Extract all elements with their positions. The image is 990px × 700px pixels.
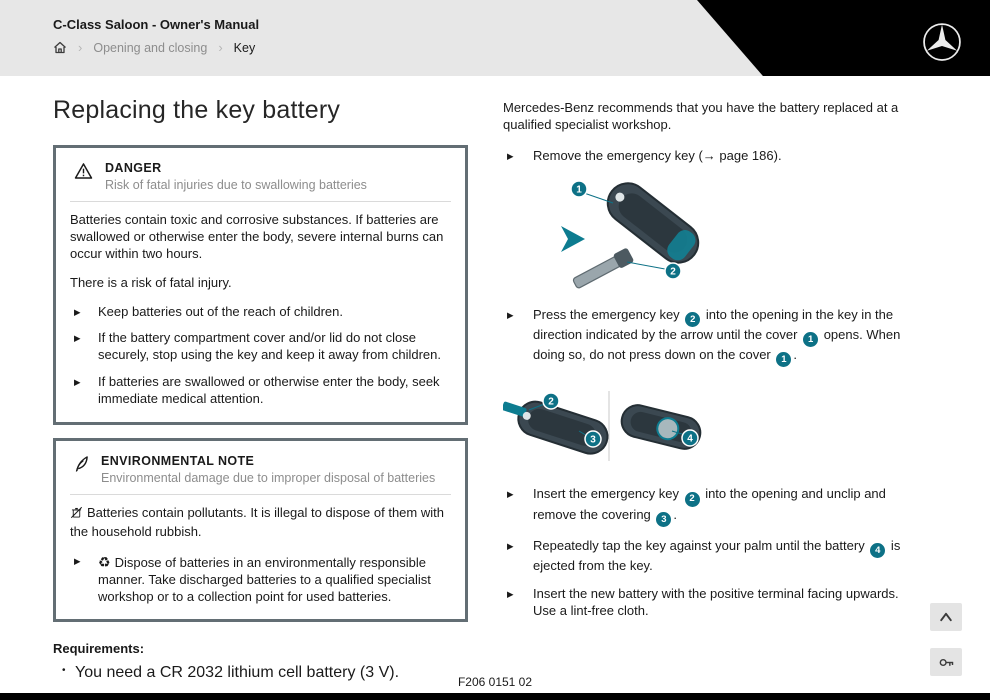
bullet-arrow-icon: ▶ xyxy=(507,309,514,320)
danger-paragraph: There is a risk of fatal injury. xyxy=(70,274,232,290)
step-number-badge: 3 xyxy=(656,512,671,527)
danger-bullet xyxy=(70,304,451,321)
danger-paragraph: Batteries contain toxic and corrosive substances. If batteries are swallowed or otherwise enter the body, severe internal burns can occur within two hours. xyxy=(70,212,444,261)
bullet-arrow-icon: ▶ xyxy=(74,555,81,566)
step-text: Remove the emergency key (→ page 186). xyxy=(533,147,782,163)
environmental-note-text xyxy=(70,505,451,541)
right-column xyxy=(503,100,921,631)
breadcrumb-item-opening-and-closing[interactable]: Opening and closing xyxy=(93,40,208,55)
danger-label: DANGER xyxy=(105,161,162,175)
step-text: Insert the new battery with the positive terminal facing upwards. Use a lint-free cloth. xyxy=(533,586,899,618)
environmental-bullet-text: ♻ Dispose of batteries in an environmentally responsible manner. Take discharged batteries to a qualified specialist workshop or to a collection point for used batteries. xyxy=(98,553,431,604)
recycle-icon: ♻ xyxy=(98,553,111,570)
danger-bullet xyxy=(70,330,451,364)
step-text: Insert the emergency key 2 into the opening and unclip and remove the covering 3 . xyxy=(533,486,921,527)
danger-bullet-text: Keep batteries out of the reach of children. xyxy=(98,303,343,319)
bullet-arrow-icon: ▶ xyxy=(507,150,514,161)
instruction-step xyxy=(503,307,921,368)
leaf-icon xyxy=(74,454,89,485)
mercedes-star-icon xyxy=(921,21,963,63)
instruction-step xyxy=(503,148,921,165)
key-illustration-2 xyxy=(503,385,921,472)
bullet-arrow-icon: ▶ xyxy=(74,333,81,344)
step-number-badge: 2 xyxy=(685,492,700,507)
breadcrumb-item-key[interactable]: Key xyxy=(233,40,256,55)
bottom-accent-bar xyxy=(0,693,990,700)
environmental-box-header xyxy=(70,452,451,495)
bullet-arrow-icon: ▶ xyxy=(507,489,514,500)
header-bar xyxy=(0,0,990,76)
step-number-badge: 1 xyxy=(776,352,791,367)
callout-badge xyxy=(682,430,698,446)
scroll-up-button[interactable] xyxy=(930,603,962,631)
bullet-arrow-icon: ▶ xyxy=(507,589,514,600)
callout-badge xyxy=(571,181,587,197)
instruction-step xyxy=(503,586,921,620)
step-number-badge: 4 xyxy=(870,543,885,558)
breadcrumb-chevron-icon: › xyxy=(78,40,83,55)
left-column xyxy=(53,96,468,682)
environmental-bullet xyxy=(70,553,451,606)
manual-title: C-Class Saloon - Owner's Manual xyxy=(53,17,260,32)
danger-note-box xyxy=(53,145,468,425)
intro-text: Mercedes-Benz recommends that you have the battery replaced at a qualified specialist workshop. xyxy=(503,100,899,132)
svg-text:4: 4 xyxy=(687,433,693,445)
danger-bullet xyxy=(70,374,451,408)
danger-bullet-text: If the battery compartment cover and/or lid do not close securely, stop using the key and keep it away from children. xyxy=(98,330,441,363)
bullet-dot-icon: • xyxy=(62,665,66,677)
bullet-arrow-icon: ▶ xyxy=(507,540,514,551)
step-number-badge: 1 xyxy=(803,332,818,347)
danger-subtitle: Risk of fatal injuries due to swallowing batteries xyxy=(105,178,367,192)
key-illustration-1 xyxy=(553,176,921,299)
step-text: Repeatedly tap the key against your palm until the battery 4 is ejected from the key. xyxy=(533,537,901,574)
environmental-subtitle: Environmental damage due to improper disposal of batteries xyxy=(101,471,436,486)
chevron-up-icon xyxy=(938,610,954,624)
bullet-arrow-icon: ▶ xyxy=(74,306,81,317)
instruction-step xyxy=(503,538,921,575)
figure-code: F206 0151 02 xyxy=(457,675,533,689)
svg-text:2: 2 xyxy=(670,266,676,278)
environmental-note-body: Batteries contain pollutants. It is illegal to dispose of them with the household rubbish. xyxy=(70,505,444,539)
environmental-label: ENVIRONMENTAL NOTE xyxy=(101,454,255,469)
callout-badge xyxy=(665,263,681,279)
step-number-badge: 2 xyxy=(685,312,700,327)
key-tool-button[interactable] xyxy=(930,648,962,676)
breadcrumb-chevron-icon: › xyxy=(218,40,223,55)
svg-text:1: 1 xyxy=(576,184,582,196)
environmental-note-box xyxy=(53,438,468,622)
svg-text:3: 3 xyxy=(590,434,596,446)
requirements-bullet-text: You need a CR 2032 lithium cell battery (3 V). xyxy=(75,664,400,682)
bullet-arrow-icon: ▶ xyxy=(74,377,81,388)
warning-triangle-icon xyxy=(74,161,93,192)
svg-text:2: 2 xyxy=(548,396,554,408)
step-text: Press the emergency key 2 into the opening in the key in the direction indicated by the arrow until the cover 1 opens. When doing so, do not press down on the cover 1 . xyxy=(533,307,921,368)
page-title: Replacing the key battery xyxy=(53,96,341,124)
key-icon xyxy=(938,655,955,670)
breadcrumb xyxy=(53,40,255,55)
requirements-heading: Requirements: xyxy=(53,641,145,657)
danger-box-header xyxy=(70,159,451,202)
callout-badge xyxy=(543,393,559,409)
danger-bullet-text: If batteries are swallowed or otherwise enter the body, seek immediate medical attention. xyxy=(98,374,440,407)
home-icon[interactable] xyxy=(53,41,67,54)
callout-badge xyxy=(585,431,601,447)
crossed-bin-icon xyxy=(70,506,83,524)
instruction-step xyxy=(503,486,921,527)
